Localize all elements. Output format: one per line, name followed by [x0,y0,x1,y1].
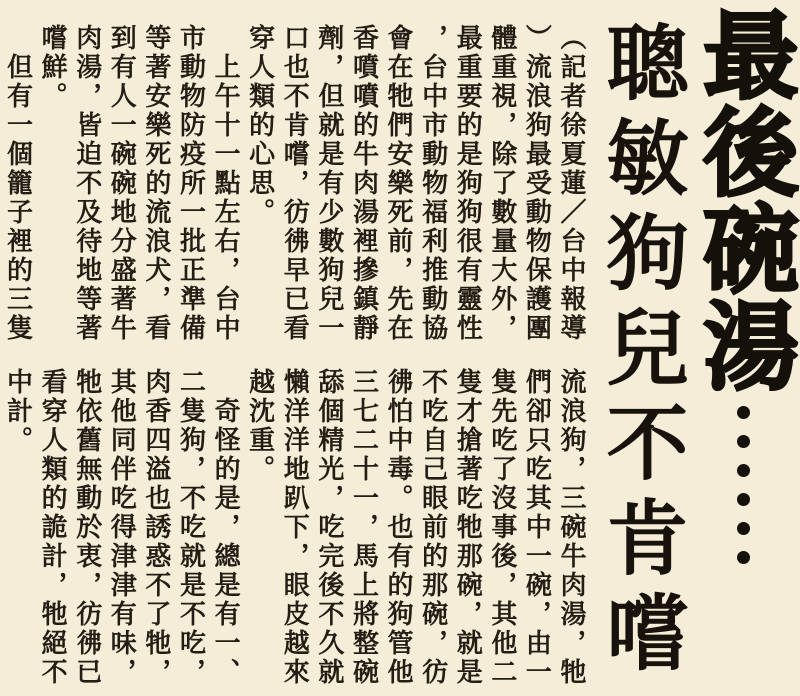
article-column: 穿人類的心思。 [245,24,275,227]
article-column: 隻才搶著吃牠那碗，就是 [453,368,483,687]
article-column: 越沈重。 [245,368,275,484]
article-column: 肉香四溢也誘惑不了牠， [141,368,171,687]
article-column: 彿怕中毒。也有的狗管他 [384,368,414,687]
article-column: 三七二十一，馬上將整碗 [349,368,379,687]
article-column: 等著安樂死的流浪犬，看 [141,24,171,343]
article-column: 懶洋洋地趴下，眼皮越來 [280,368,310,687]
article-column: 舔個精光，吃完後不久就 [314,368,344,687]
article-column: 上午十一點左右，台中 [211,24,241,343]
ellipsis-dot [737,551,750,564]
headline-secondary-text: 聰敏狗兒不肯嚐 [595,20,686,685]
article-column: 牠依舊無動於衷，彷彿已 [72,368,102,687]
article-section-bottom [0,368,588,692]
headline-ellipsis-dots [737,406,750,564]
ellipsis-dot [737,406,750,419]
article-column: 香噴噴的牛肉湯裡摻鎮靜 [349,24,379,343]
article-column: 看穿人類的詭計，牠絕不 [38,368,68,687]
article-column: 劑，但就是有少數狗兒一 [314,24,344,343]
article-column: 其他同伴吃得津津有味， [107,368,137,687]
article-column: （記者徐夏蓮／台中報導 [557,24,586,343]
article-column: 到有人一碗碗地分盛著牛 [107,24,137,343]
headline-primary [688,6,798,564]
ellipsis-dot [737,522,750,535]
article-column: 流浪狗，三碗牛肉湯，牠 [557,368,586,687]
article-column: 中計。 [3,368,33,455]
article-column: 二隻狗，不吃就是不吃， [176,368,206,687]
article-column: ，台中市動物福利推動協 [418,24,448,343]
article-column: 隻先吃了沒事後，其他二 [487,368,517,687]
article-column: ）流浪狗最受動物保護團 [522,24,552,343]
article-column: 嚐鮮。 [38,24,68,111]
article-column: 不吃自己眼前的那碗，彷 [418,368,448,687]
article-column: 肉湯，皆迫不及待地等著 [72,24,102,343]
article-column: 們卻只吃其中一碗，由一 [522,368,552,687]
article-column: 體重視，除了數量大外， [487,24,517,343]
article-column: 市動物防疫所一批正準備 [176,24,206,343]
ellipsis-dot [737,493,750,506]
ellipsis-dot [737,464,750,477]
article-column: 最重要的是狗狗很有靈性 [453,24,483,343]
headline-primary-text: 最後碗湯 [688,6,798,394]
article-column: 但有一個籠子裡的三隻 [3,24,33,343]
article-column: 奇怪的是，總是有一、 [211,368,241,687]
article-section-top [0,24,588,348]
ellipsis-dot [737,435,750,448]
article-column: 會在牠們安樂死前，先在 [384,24,414,343]
article-column: 口也不肯嚐，彷彿早已看 [280,24,310,343]
